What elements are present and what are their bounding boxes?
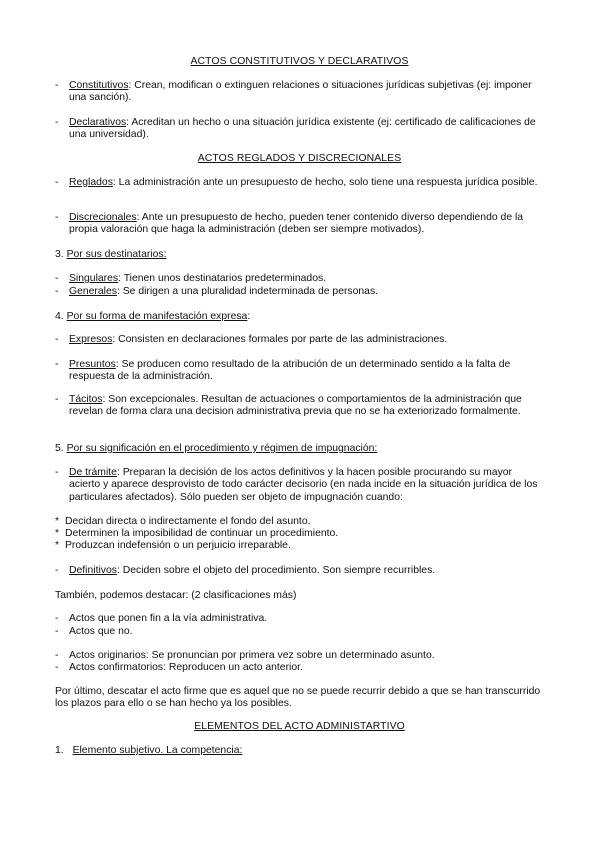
- dash-marker: -: [55, 662, 59, 673]
- list-item-generales: [55, 286, 545, 298]
- section-1-heading: [55, 745, 242, 757]
- list-item-actos-que-no: [55, 626, 545, 638]
- star-item: [55, 516, 545, 528]
- dash-marker: -: [55, 117, 59, 128]
- section-title: Por sus destinatarios:: [66, 249, 167, 260]
- star-item-text: Decidan directa o indirectamente el fondo del asunto.: [65, 516, 311, 527]
- paragraph-tambien: También, podemos destacar: (2 clasificaciones más): [55, 590, 297, 601]
- text-singulares: : Tienen unos destinatarios predeterminados.: [118, 273, 327, 284]
- list-item-declarativos: [55, 117, 545, 142]
- star-item-text: Produzcan indefensión o un perjuicio irreparable.: [65, 540, 291, 551]
- section-3-heading: [55, 249, 166, 261]
- heading-actos-constitutivos: ACTOS CONSTITUTIVOS Y DECLARATIVOS: [190, 56, 409, 67]
- dash-marker: -: [55, 650, 59, 661]
- asterisk-marker: *: [55, 540, 60, 551]
- list-item-discrecionales: [55, 212, 545, 237]
- dash-marker: -: [55, 359, 59, 370]
- section-number: 5.: [55, 443, 64, 454]
- dash-marker: -: [55, 334, 59, 345]
- term-constitutivos: Constitutivos: [69, 80, 129, 91]
- text-constitutivos: : Crean, modifican o extinguen relaciones o situaciones jurídicas subjetivas (ej: imponer una sanción).: [69, 80, 532, 104]
- list-item-de-tramite: [55, 467, 545, 504]
- star-item-text: Determinen la imposibilidad de continuar un procedimiento.: [65, 528, 339, 539]
- list-item-actos-confirmatorios: [55, 662, 545, 674]
- dash-marker: -: [55, 286, 59, 297]
- term-presuntos: Presuntos: [69, 359, 116, 370]
- section-4-heading: [55, 311, 250, 323]
- list-item-actos-originarios: [55, 650, 545, 662]
- term-discrecionales: Discrecionales: [69, 212, 137, 223]
- list-item-singulares: [55, 273, 545, 285]
- section-number: 4.: [55, 311, 64, 322]
- list-item-presuntos: [55, 359, 545, 384]
- dash-marker: -: [55, 394, 59, 405]
- text-tacitos: : Son excepcionales. Resultan de actuaciones o comportamientos de la administración que revelan de forma clara una decision administrativa previa que no se ha exteriorizado formalmente.: [69, 394, 522, 418]
- asterisk-marker: *: [55, 516, 60, 527]
- term-reglados: Reglados: [69, 177, 113, 188]
- dash-marker: -: [55, 273, 59, 284]
- text-definitivos: : Deciden sobre el objeto del procedimiento. Son siempre recurribles.: [116, 565, 436, 576]
- text-generales: : Se dirigen a una pluralidad indeterminada de personas.: [116, 286, 379, 297]
- dash-marker: -: [55, 626, 59, 637]
- dash-marker: -: [55, 565, 59, 576]
- text-de-tramite: : Preparan la decisión de los actos definitivos y la hacen posible procurando su mayor acierto y aparece desprovisto de todo carácter decisorio (en nada incide en la situación jurídica de los particulares afectados). Sólo pueden ser objeto de impugnación cuando:: [69, 467, 538, 503]
- paragraph-por-ultimo: Por último, descatar el acto firme que es aquel que no se puede recurrir debido a que se han transcurrido los plazos para ello o se han hecho ya los posibles.: [55, 686, 541, 710]
- section-5-heading: [55, 443, 377, 455]
- text-declarativos: : Acreditan un hecho o una situación jurídica existente (ej: certificado de calificaciones de una universidad).: [69, 117, 536, 141]
- term-definitivos: Definitivos: [69, 565, 117, 576]
- star-item: [55, 528, 545, 540]
- dash-marker: -: [55, 212, 59, 223]
- section-number: 3.: [55, 249, 64, 260]
- list-item-reglados: [55, 177, 545, 189]
- text-reglados: : La administración ante un presupuesto de hecho, solo tiene una respuesta jurídica posible.: [112, 177, 538, 188]
- term-de-tramite: De trámite: [69, 467, 117, 478]
- list-item-text: Actos confirmatorios: Reproducen un acto anterior.: [69, 662, 303, 673]
- list-item-via-administrativa: [55, 613, 545, 625]
- term-tacitos: Tácitos: [69, 394, 103, 405]
- list-item-expresos: [55, 334, 545, 346]
- section-title: Por su significación en el procedimiento y régimen de impugnación:: [66, 443, 378, 454]
- list-item-text: Actos que no.: [69, 626, 133, 637]
- term-singulares: Singulares: [69, 273, 119, 284]
- list-item-text: Actos originarios: Se pronuncian por primera vez sobre un determinado asunto.: [69, 650, 435, 661]
- heading-elementos-acto: ELEMENTOS DEL ACTO ADMINISTARTIVO: [194, 721, 405, 732]
- list-item-tacitos: [55, 394, 545, 419]
- star-item: [55, 540, 545, 552]
- dash-marker: -: [55, 467, 59, 478]
- section-number: 1.: [55, 745, 64, 756]
- term-declarativos: Declarativos: [69, 117, 127, 128]
- dash-marker: -: [55, 80, 59, 91]
- asterisk-marker: *: [55, 528, 60, 539]
- term-expresos: Expresos: [69, 334, 113, 345]
- text-discrecionales: : Ante un presupuesto de hecho, pueden tener contenido diverso dependiendo de la propia valoración que haga la administración (deben ser siempre motivados).: [69, 212, 524, 236]
- text-presuntos: : Se producen como resultado de la atribución de un determinado sentido a la falta de respuesta de la administración.: [69, 359, 511, 383]
- list-item-text: Actos que ponen fin a la vía administrativa.: [69, 613, 268, 624]
- section-title-colon: :: [247, 311, 251, 322]
- text-expresos: : Consisten en declaraciones formales por parte de las administraciones.: [112, 334, 448, 345]
- list-item-definitivos: [55, 565, 545, 577]
- heading-actos-reglados: ACTOS REGLADOS Y DISCRECIONALES: [197, 153, 402, 164]
- dash-marker: -: [55, 177, 59, 188]
- section-title: Elemento subjetivo. La competencia:: [72, 745, 243, 756]
- list-item-constitutivos: [55, 80, 545, 105]
- dash-marker: -: [55, 613, 59, 624]
- section-title: Por su forma de manifestación expresa: [66, 311, 248, 322]
- term-generales: Generales: [69, 286, 117, 297]
